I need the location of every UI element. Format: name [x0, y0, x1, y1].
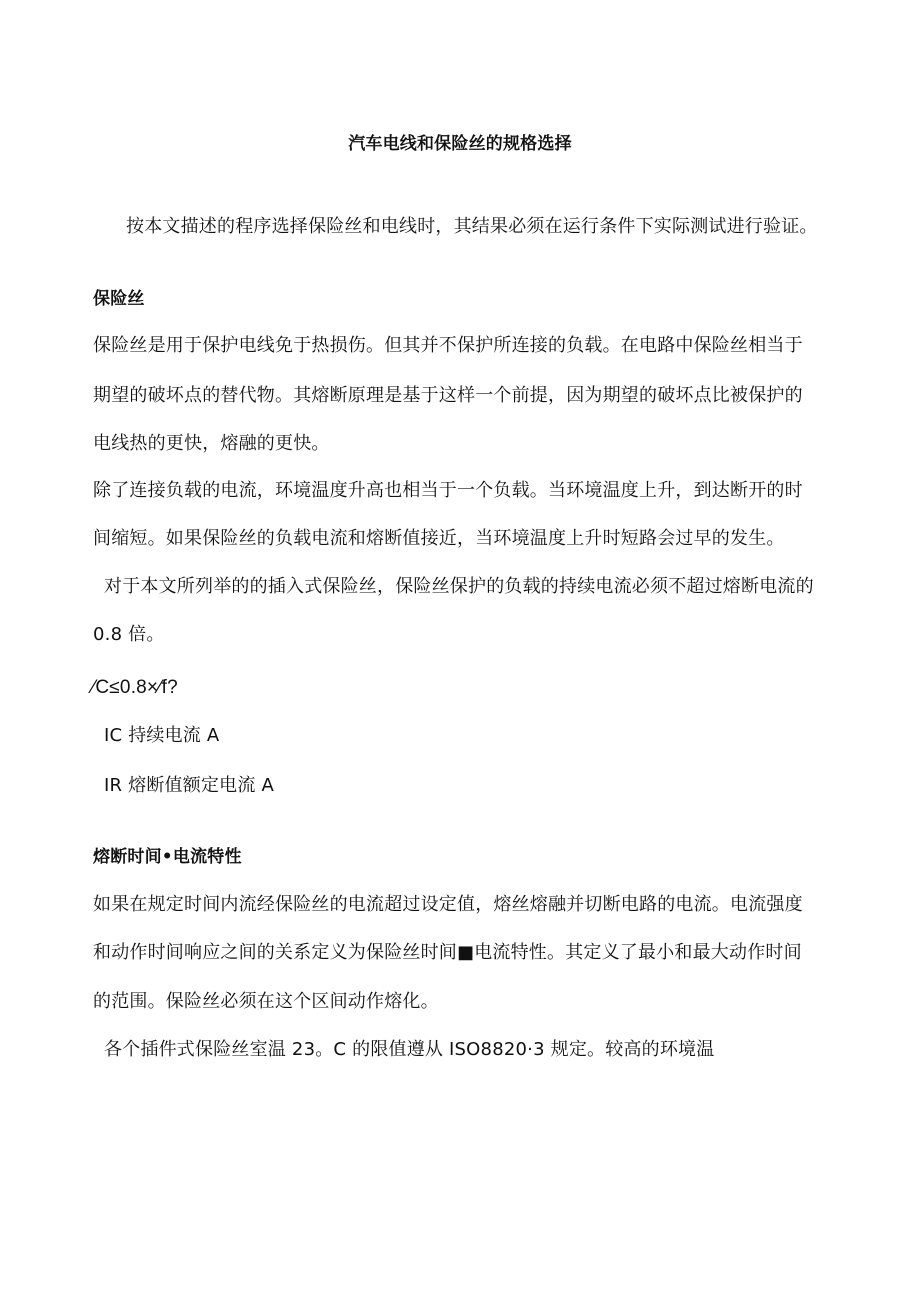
- intro-paragraph: 按本文描述的程序选择保险丝和电线时，其结果必须在运行条件下实际测试进行验证。: [126, 216, 818, 237]
- ambient-paragraph-line: 间缩短。如果保险丝的负载电流和熔断值接近，当环境温度上升时短路会过早的发生。: [93, 528, 785, 549]
- iso-paragraph: 各个插件式保险丝室温 23。C 的限值遵从 ISO8820·3 规定。较高的环境温: [104, 1039, 715, 1060]
- fuse-paragraph-line: 电线热的更快，熔融的更快。: [93, 433, 330, 454]
- ambient-paragraph-line: 除了连接负载的电流，环境温度升高也相当于一个负载。当环境温度上升，到达断开的时: [93, 480, 803, 501]
- fuse-paragraph-line: 期望的破坏点的替代物。其熔断原理是基于这样一个前提，因为期望的破坏点比被保护的: [93, 385, 803, 406]
- definition-ir: IR 熔断值额定电流 A: [104, 775, 274, 796]
- current-formula: ⁄C≤0.8×⁄f?: [92, 677, 178, 698]
- document-title: 汽车电线和保险丝的规格选择: [348, 134, 572, 154]
- rating-paragraph-line: 对于本文所列举的的插入式保险丝，保险丝保护的负载的持续电流必须不超过熔断电流的: [104, 576, 814, 597]
- time-current-paragraph-line: 如果在规定时间内流经保险丝的电流超过设定值，熔丝熔融并切断电路的电流。电流强度: [93, 894, 803, 915]
- time-current-paragraph-line: 和动作时间响应之间的关系定义为保险丝时间■电流特性。其定义了最小和最大动作时间: [93, 942, 802, 963]
- section-heading-time-current: 熔断时间•电流特性: [93, 847, 242, 867]
- definition-ic: IC 持续电流 A: [104, 725, 220, 746]
- section-heading-fuse: 保险丝: [93, 289, 145, 309]
- fuse-paragraph-line: 保险丝是用于保护电线免于热损伤。但其并不保护所连接的负载。在电路中保险丝相当于: [93, 335, 803, 356]
- rating-paragraph-line: 0.8 倍。: [93, 624, 165, 645]
- time-current-paragraph-line: 的范围。保险丝必须在这个区间动作熔化。: [93, 991, 439, 1012]
